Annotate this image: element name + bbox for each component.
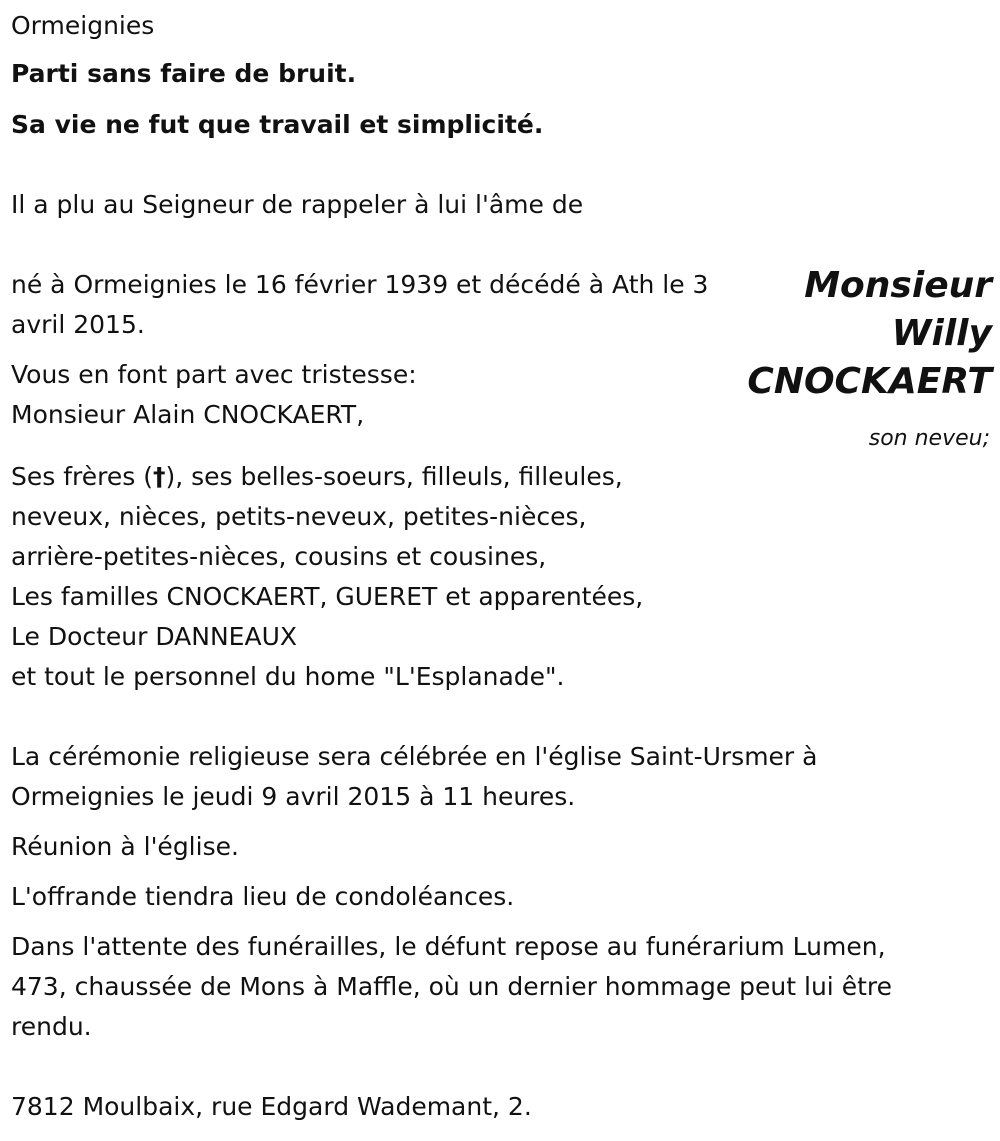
family-address: 7812 Moulbaix, rue Edgard Wademant, 2.	[11, 1092, 532, 1121]
funerarium-line-3: rendu.	[11, 1012, 92, 1041]
deceased-last-name: CNOCKAERT	[747, 361, 992, 402]
meeting-text: Réunion à l'église.	[11, 832, 239, 861]
family-line-3: arrière-petites-nièces, cousins et cousines,	[11, 542, 547, 571]
birth-death-line-2: avril 2015.	[11, 310, 145, 339]
family-line-6: et tout le personnel du home "L'Esplanade".	[11, 662, 565, 691]
family-line-1-start: Ses frères (	[11, 462, 153, 491]
family-line-1-end: ), ses belles-soeurs, filleuls, filleules,	[165, 462, 623, 491]
deceased-first-name: Willy	[891, 313, 992, 354]
nephew-relation: son neveu;	[868, 426, 990, 451]
place-name: Ormeignies	[11, 11, 155, 40]
funerarium-line-1: Dans l'attente des funérailles, le défunt repose au funérarium Lumen,	[11, 932, 886, 961]
ceremony-line-1: La cérémonie religieuse sera célébrée en l'église Saint-Ursmer à	[11, 742, 818, 771]
funerarium-line-2: 473, chaussée de Mons à Maffle, où un dernier hommage peut lui être	[11, 972, 892, 1001]
announcement-lead: Vous en font part avec tristesse:	[11, 360, 417, 389]
motto-line-1: Parti sans faire de bruit.	[11, 59, 357, 88]
ceremony-line-2: Ormeignies le jeudi 9 avril 2015 à 11 heures.	[11, 782, 576, 811]
cross-icon: †	[152, 462, 166, 491]
nephew-name: Monsieur Alain CNOCKAERT,	[11, 400, 365, 429]
deceased-title: Monsieur	[804, 265, 992, 306]
intro-text: Il a plu au Seigneur de rappeler à lui l'âme de	[11, 190, 584, 219]
family-line-4: Les familles CNOCKAERT, GUERET et apparentées,	[11, 582, 644, 611]
motto-line-2: Sa vie ne fut que travail et simplicité.	[11, 110, 544, 139]
offering-text: L'offrande tiendra lieu de condoléances.	[11, 882, 515, 911]
family-line-2: neveux, nièces, petits-neveux, petites-nièces,	[11, 502, 587, 531]
birth-death-line-1: né à Ormeignies le 16 février 1939 et décédé à Ath le 3	[11, 270, 709, 299]
family-line-1	[11, 457, 623, 497]
family-line-5: Le Docteur DANNEAUX	[11, 622, 297, 651]
